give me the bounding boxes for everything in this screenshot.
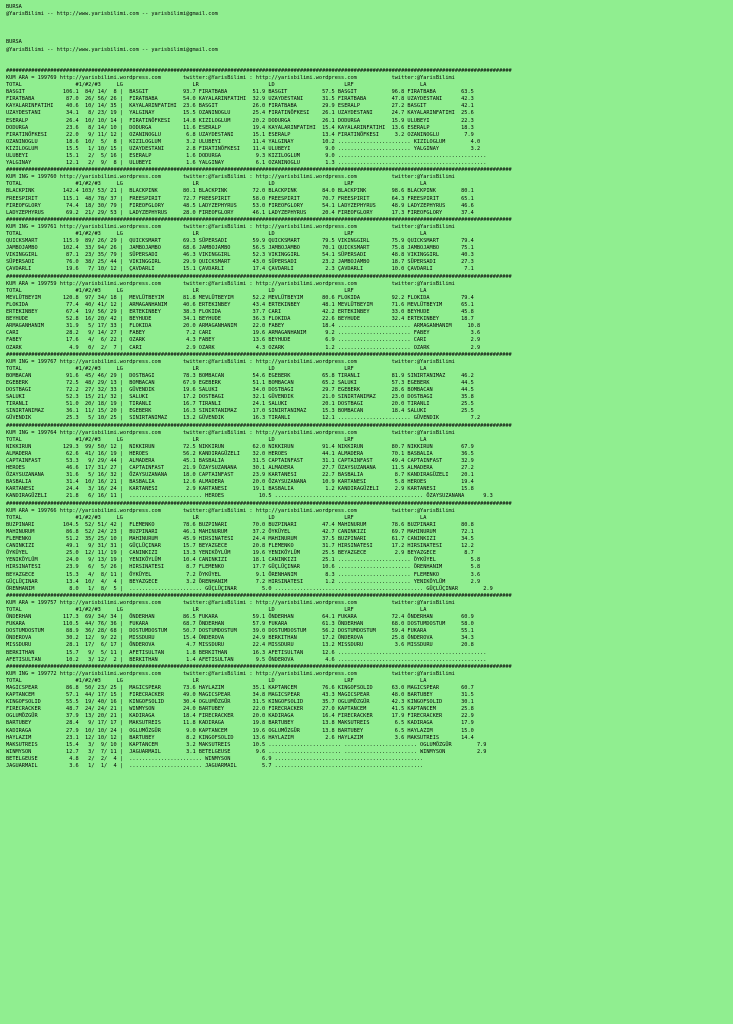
report-line: ÖNDEROVA 30.2 12/ 9/ 22 | MISSDURU 15.4 ÖNDEROVA 24.9 BERKITHAN 17.2 ÖNDEROVA 25.8 ÖNDEROVA 34.3 [6, 635, 474, 642]
report-line: BEYAZGECE 15.3 4/ 8/ 11 | ÖYKÜYEL 7.2 ÖYKÜYEL 9.1 ÖRENHANIM 8.3 ....................... FLEMENKO 3.6 [6, 571, 481, 578]
report-line: ARMAGANHANIM 31.9 5/ 17/ 33 | FLOKIDA 20.0 ARMAGANHANIM 22.0 FABEY 18.4 ....................... ARMAGANHANIM 10.8 [6, 323, 481, 330]
report-line: KINGOFSOLID 55.5 19/ 40/ 16 | KINGOFSOLID 30.4 OGLUMÖZGÜR 31.5 KINGOFSOLID 35.7 OGLUMÖZGÜR 42.3 KINGOFSOLID 30.1 [6, 699, 474, 706]
report-line: EGEBERK 72.5 48/ 29/ 13 | BOMBACAN 67.9 EGEBERK 51.1 BOMBACAN 65.2 SALUKI 57.3 EGEBERK 44.5 [6, 379, 474, 386]
report-line: DODURGA 23.6 8/ 14/ 10 | DODURGA 11.6 ESERALP 19.4 KAYALARINFATIHI 15.4 KAYALARINFATIHI 13.6 ESERALP 18.3 [6, 124, 474, 131]
report-line: DOSTUMDOSTUM 88.9 36/ 28/ 68 | DOSTUMDOSTUM 50.7 DOSTUMDOSTUM 39.0 DOSTUMDOSTUM 56.2 DOSTUMDOSTUM 59.4 FUKARA 55.1 [6, 628, 474, 635]
report-line: YALGINAY 12.1 2/ 9/ 8 | ULUBEYI 1.6 YALGINAY 6.1 OZANINOGLU 1.3 ............................................... [6, 160, 487, 167]
report-line: OZANINOGLU 18.6 10/ 5/ 8 | KIZILOGLUM 3.2 ULUBEYI 11.4 YALGINAY 10.2 ....................... KIZILOGLUM 4.0 [6, 138, 481, 145]
report-line: FIRATINÖFKESI 22.0 9/ 11/ 12 | OZANINOGLU 6.8 UZAYDESTANI 15.1 ESERALP 13.4 FIRATINÖFKESI 3.2 OZANINOGLU 7.9 [6, 131, 474, 138]
report-line: HAYLAZIM 23.1 12/ 10/ 12 | BARTUBEY 8.2 KINGOFSOLID 13.6 HAYLAZIM 2.6 HAYLAZIM 3.6 MAKSUTREIS 14.4 [6, 734, 474, 741]
report-line: CANINKIZI 49.1 9/ 31/ 31 | GÜÇLÜÇINAR 15.7 BEYAZGECE 20.8 FLEMENKO 31.7 HIRSINATESI 17.2 HIRSINATESI 12.2 [6, 543, 474, 550]
report-line: BURSA [6, 39, 22, 46]
report-line: MAHINURUM 86.8 52/ 24/ 23 | BUZPINARI 46.1 MAHINURUM 37.2 ÖYKÜYEL 42.7 CANINKIZI 69.7 MAHINURUM 72.1 [6, 528, 474, 535]
report-line: QUICKSMART 115.9 89/ 26/ 29 | QUICKSMART 69.3 SÜPERSADI 59.9 QUICKSMART 79.5 VIKINGGIRL 75.9 QUICKSMART 79.4 [6, 238, 474, 245]
report-line: BERKITHAN 15.7 9/ 5/ 11 | AFETISULTAN 1.8 BERKITHAN 16.3 AFETISULTAN 12.6 ............................................... [6, 649, 487, 656]
report-line: ÖYKÜYEL 25.0 12/ 11/ 19 | CANINKIZI 13.3 YENIKÖYLÜM 19.6 YENIKÖYLÜM 25.5 BEYAZGECE 2.9 BEYAZGECE 8.7 [6, 550, 474, 557]
report-line: KUM ING = 199760 http://yarisbilimi.wordpress.com twitter:@YarisBilimi : http://yarisbilimi.wordpress.com twitter:@YarisBilimi [6, 174, 455, 181]
report-line: TOTAL #1/#2/#3 LG LR LD LRF LA [6, 436, 427, 443]
report-line [6, 54, 733, 61]
report-line: KANDIRAGÜZELI 21.8 6/ 16/ 11 | ....................... HEROES 10.5 ....................... ....................... ÖZAYSUZANANA 9.3 [6, 493, 493, 500]
report-line: UZAYDESTANI 34.1 8/ 23/ 19 | YALGINAY 15.5 OZANINOGLU 25.4 FIRATINÖFKESI 26.1 UZAYDESTANI 24.7 KAYALARINFATIHI 25.6 [6, 110, 474, 117]
report-line: JAMBOJAMBO 102.4 33/ 94/ 26 | JAMBOJAMBO 68.6 JAMBOJAMBO 56.5 JAMBOJAMBO 70.1 QUICKSMART 75.8 JAMBOJAMBO 75.1 [6, 245, 474, 252]
report-line: ÖZAYSUZANANA 31.6 5/ 16/ 32 | ÖZAYSUZANANA 18.0 CAPTAINFAST 23.9 KARTANESI 22.7 BASBALIA 8.7 KANDIRAGÜZELI 20.1 [6, 472, 474, 479]
report-line: BARTUBEY 28.4 9/ 17/ 17 | MAKSUTREIS 11.8 KADIRAGA 19.8 BARTUBEY 13.8 MAKSUTREIS 6.5 KADIRAGA 17.9 [6, 720, 474, 727]
report-line: ################################################################################################################################################################ [6, 422, 512, 429]
report-line: DOSTBAGI 72.2 27/ 32/ 33 | GÜVENDIK 19.6 SALUKI 34.0 DOSTBAGI 29.7 EGEBERK 28.6 BOMBACAN 44.5 [6, 387, 474, 394]
report-line: SÜPERSADI 76.0 38/ 25/ 44 | VIKINGGIRL 29.9 QUICKSMART 43.0 SÜPERSADI 23.2 JAMBOJAMBO 18.7 SÜPERSADI 27.3 [6, 259, 474, 266]
report-line: MEVLÜTBEYIM 120.8 97/ 34/ 18 | MEVLÜTBEYIM 81.8 MEVLÜTBEYIM 52.2 MEVLÜTBEYIM 80.6 FLOKIDA 92.2 FLOKIDA 79.4 [6, 294, 474, 301]
report-line: SINIRTANIMAZ 36.1 11/ 15/ 20 | EGEBERK 16.3 SINIRTANIMAZ 17.0 SINIRTANIMAZ 15.3 BOMBACAN 18.4 SALUKI 25.5 [6, 408, 474, 415]
report-line: BOMBACAN 91.6 45/ 46/ 29 | DOSTBAGI 78.3 BOMBACAN 54.6 EGEBERK 65.8 TIRANLI 81.9 SINIRTANIMAZ 46.2 [6, 372, 474, 379]
report-line: BLACKPINK 142.4 103/ 53/ 21 | BLACKPINK 80.1 BLACKPINK 72.0 BLACKPINK 84.0 BLACKPINK 98.6 BLACKPINK 80.1 [6, 188, 474, 195]
report-line: BASGIT 106.1 84/ 14/ 8 | BASGIT 93.7 FIRATBABA 51.9 BASGIT 57.5 BASGIT 96.8 FIRATBABA 63.5 [6, 89, 474, 96]
report-line: ALMADERA 62.6 41/ 16/ 19 | HEROES 56.2 KANDIRAGÜZELI 32.0 HEROES 44.1 ALMADERA 70.1 BASBALIA 36.5 [6, 450, 474, 457]
report-line: ################################################################################################################################################################ [6, 500, 512, 507]
report-line: KUM ING = 199772 http://yarisbilimi.wordpress.com twitter:@YarisBilimi : http://yarisbilimi.wordpress.com twitter:@YarisBilimi [6, 670, 455, 677]
report-line: MAGICSPEAR 86.8 50/ 23/ 25 | MAGICSPEAR 73.6 HAYLAZIM 35.1 KAPTANCEM 76.6 KINGOFSOLID 63.0 MAGICSPEAR 60.7 [6, 685, 474, 691]
report-line: SALUKI 52.3 15/ 21/ 32 | SALUKI 17.2 DOSTBAGI 32.1 GÜVENDIK 21.0 SINIRTANIMAZ 23.0 DOSTBAGI 35.8 [6, 394, 474, 401]
report-line: MAKSUTREIS 15.4 3/ 9/ 10 | KAPTANCEM 3.2 MAKSUTREIS 10.5 ....................... ....................... OGLUMÖZGÜR 7.9 [6, 741, 487, 748]
report-line: BURSA [6, 4, 22, 10]
report-line: TOTAL #1/#2/#3 LG LR LD LRF LA [6, 677, 427, 684]
report-line: GÜÇLÜÇINAR 13.4 10/ 4/ 4 | BEYAZGECE 3.2 ÖRENHANIM 7.2 HIRSINATESI 1.2 ....................... YENIKÖYLÜM 2.9 [6, 578, 481, 585]
report-line: TOTAL #1/#2/#3 LG LR LD LRF LA [6, 82, 427, 89]
report-line: FIREOFGLORY 74.4 18/ 30/ 79 | FIREOFGLORY 48.5 LADYZEPHYRUS 53.0 FIREOFGLORY 54.1 LADYZEPHYRUS 48.9 LADYZEPHYRUS 46.6 [6, 202, 474, 209]
report-line: BETELGEUSE 4.8 2/ 2/ 4 | ....................... WINMYSON 6.9 ............................................... [6, 755, 424, 762]
report-line: ÖRENHANIM 8.0 1/ 8/ 5 | ....................... GÜÇLÜÇINAR 5.0 ....................... ....................... GÜÇLÜÇINAR 2.9 [6, 585, 493, 592]
report-line: ################################################################################################################################################################ [6, 592, 512, 599]
report-line: KAYALARINFATIHI 40.6 10/ 14/ 35 | KAYALARINFATIHI 23.6 BASGIT 26.0 FIRATBABA 29.9 ESERALP 27.2 BASGIT 42.1 [6, 103, 474, 110]
report-line: KADIRAGA 27.9 10/ 10/ 24 | OGLUMÖZGÜR 9.0 KAPTANCEM 19.6 OGLUMÖZGÜR 13.8 BARTUBEY 6.5 HAYLAZIM 15.0 [6, 727, 474, 734]
report-line: YENIKÖYLÜM 24.0 9/ 13/ 19 | YENIKÖYLÜM 10.4 CANINKIZI 18.1 CANINKIZI 25.1 ....................... ÖYKÜYEL 5.8 [6, 557, 481, 564]
report-line: KUM ARA = 199757 http://yarisbilimi.wordpress.com twitter:@YarisBilimi : http://yarisbilimi.wordpress.com twitter:@YarisBilimi [6, 599, 455, 606]
report-line: KIZILOGLUM 15.5 1/ 10/ 15 | UZAYDESTANI 2.8 FIRATINÖFKESI 11.4 ULUBEYI 9.0 ....................... YALGINAY 3.2 [6, 145, 481, 152]
report-line: KUM ARA = 199766 http://yarisbilimi.wordpress.com twitter:@YarisBilimi : http://yarisbilimi.wordpress.com twitter:@YarisBilimi [6, 507, 455, 514]
report-line: KUM ARA = 199769 http://yarisbilimi.wordpress.com twitter:@YarisBilimi : http://yarisbilimi.wordpress.com twitter:@YarisBilimi [6, 74, 455, 81]
report-line: FREESPIRIT 115.1 48/ 78/ 37 | FREESPIRIT 72.7 FREESPIRIT 58.0 FREESPIRIT 70.7 FREESPIRIT 64.3 FREESPIRIT 65.1 [6, 195, 474, 202]
report-line: FIRATBABA 87.0 26/ 56/ 26 | FIRATBABA 54.0 KAYALARINFATIHI 32.9 UZAYDESTANI 31.5 FIRATBABA 47.8 UZAYDESTANI 42.3 [6, 96, 474, 103]
report-line: BUZPINARI 104.5 52/ 51/ 42 | FLEMENKO 78.6 BUZPINARI 70.0 BUZPINARI 47.4 MAHINURUM 78.6 BUZPINARI 80.8 [6, 521, 474, 528]
report-line: WINMYSON 12.7 3/ 7/ 11 | JAGUARMAIL 3.1 BETELGEUSE 9.6 ....................... ....................... WINMYSON 2.9 [6, 748, 487, 755]
report-line: FLOKIDA 77.4 40/ 41/ 12 | ARMAGANHANIM 40.6 ERTEKINBEY 43.4 ERTEKINBEY 48.1 MEVLÜTBEYIM 71.6 MEVLÜTBEYIM 65.1 [6, 301, 474, 308]
report-line: HEROES 46.6 17/ 31/ 27 | CAPTAINFAST 21.9 ÖZAYSUZANANA 30.1 ALMADERA 27.7 ÖZAYSUZANANA 11.5 ALMADERA 27.2 [6, 465, 474, 472]
report-line: ################################################################################################################################################################ [6, 351, 512, 358]
report-line: KUM ING = 199764 http://yarisbilimi.wordpress.com twitter:@YarisBilimi : http://yarisbilimi.wordpress.com twitter:@YarisBilimi [6, 429, 455, 436]
report-line: KUM ING = 199761 http://yarisbilimi.wordpress.com twitter:@YarisBilimi : http://yarisbilimi.wordpress.com twitter:@YarisBilimi [6, 223, 455, 230]
report-line: AFETISULTAN 10.2 3/ 12/ 2 | BERKITHAN 1.4 AFETISULTAN 9.5 ÖNDEROVA 4.6 ............................................... [6, 656, 487, 663]
report-line: ################################################################################################################################################################ [6, 216, 512, 223]
report-line: HIRSINATESI 23.9 6/ 5/ 26 | HIRSINATESI 8.7 FLEMENKO 17.7 GÜÇLÜÇINAR 10.6 ....................... ÖRENHANIM 5.8 [6, 564, 481, 571]
report-line [6, 32, 733, 39]
report-line: @YarisBilimi -- http://www.yarisbilimi.com -- yarisbilimi@gmail.com [6, 46, 218, 53]
report-line: ################################################################################################################################################################ [6, 67, 512, 74]
report-line: TOTAL #1/#2/#3 LG LR LD LRF LA [6, 365, 427, 372]
report-line: KAPTANCEM 57.1 44/ 17/ 15 | FIRECRACKER 49.0 MAGICSPEAR 34.8 MAGICSPEAR 43.3 MAGICSPEAR 48.0 BARTUBEY 31.5 [6, 692, 474, 699]
report-line: ÖNDERHAN 117.3 69/ 34/ 34 | ÖNDERHAN 86.5 FUKARA 59.1 ÖNDERHAN 64.1 FUKARA 72.4 ÖNDERHAN 60.9 [6, 614, 474, 621]
report-line: ÇAVDARLI 19.6 7/ 10/ 12 | ÇAVDARLI 15.1 ÇAVDARLI 17.4 ÇAVDARLI 2.3 ÇAVDARLI 10.0 ÇAVDARLI 7.1 [6, 266, 474, 273]
report-line: KUM ING = 199767 http://yarisbilimi.wordpress.com twitter:@YarisBilimi : http://yarisbilimi.wordpress.com twitter:@YarisBilimi [6, 358, 455, 365]
report-line: LADYZEPHYRUS 69.2 21/ 29/ 53 | LADYZEPHYRUS 28.0 FIREOFGLORY 46.1 LADYZEPHYRUS 20.4 FIREOFGLORY 17.3 FIREOFGLORY 37.4 [6, 209, 474, 216]
report-line [6, 61, 733, 68]
report-line: ERTEKINBEY 67.4 19/ 56/ 29 | ERTEKINBEY 38.3 FLOKIDA 37.7 CARI 42.2 ERTEKINBEY 33.0 BEYHUDE 45.8 [6, 309, 474, 316]
report-line: ################################################################################################################################################################ [6, 663, 512, 670]
report-line: VIKINGGIRL 87.1 23/ 35/ 79 | SÜPERSADI 46.3 VIKINGGIRL 52.3 VIKINGGIRL 54.1 SÜPERSADI 48.8 VIKINGGIRL 40.3 [6, 252, 474, 259]
report-line: TOTAL #1/#2/#3 LG LR LD LRF LA [6, 606, 427, 613]
report-line: FIRECRACKER 48.7 24/ 24/ 21 | WINMYSON 24.0 BARTUBEY 22.0 FIRECRACKER 27.0 KAPTANCEM 41.5 KAPTANCEM 25.8 [6, 706, 474, 713]
report-line [6, 25, 733, 32]
report-line: KARTANESI 24.4 3/ 16/ 24 | KARTANESI 2.9 KARTANESI 19.1 BASBALIA 1.2 KANDIRAGÜZELI 2.9 KARTANESI 15.8 [6, 486, 474, 493]
report-line: FUKARA 110.5 44/ 76/ 36 | FUKARA 68.7 ÖNDERHAN 57.9 FUKARA 61.3 ÖNDERHAN 68.0 DOSTUMDOSTUM 58.0 [6, 621, 474, 628]
report-line: OGLUMÖZGÜR 37.9 13/ 20/ 21 | KADIRAGA 18.4 FIRECRACKER 20.0 KADIRAGA 16.4 FIRECRACKER 17.9 FIRECRACKER 22.9 [6, 713, 474, 720]
report-line: BASBALIA 31.4 10/ 16/ 21 | BASBALIA 12.6 ALMADERA 20.0 ÖZAYSUZANANA 10.9 KARTANESI 5.8 HEROES 19.4 [6, 479, 474, 486]
report-line: NIKKIRUN 129.3 99/ 50/ 12 | NIKKIRUN 72.5 NIKKIRUN 62.0 NIKKIRUN 91.4 NIKKIRUN 80.7 NIKKIRUN 67.9 [6, 443, 474, 450]
report-line: JAGUARMAIL 3.6 1/ 1/ 4 | ....................... JAGUARMAIL 5.7 ............................................... [6, 763, 424, 770]
report-line: GÜVENDIK 25.3 5/ 10/ 25 | SINIRTANIMAZ 13.2 GÜVENDIK 16.3 TIRANLI 12.1 ....................... GÜVENDIK 7.2 [6, 415, 481, 422]
report-line: ################################################################################################################################################################ [6, 167, 512, 174]
report-line: ESERALP 26.4 10/ 10/ 14 | FIRATINÖFKESI 14.8 KIZILOGLUM 20.2 DODURGA 26.1 DODURGA 15.9 ULUBEYI 22.3 [6, 117, 474, 124]
report-line: FLEMENKO 51.2 35/ 25/ 10 | MAHINURUM 45.9 HIRSINATESI 24.4 MAHINURUM 37.5 BUZPINARI 61.7 CANINKIZI 34.5 [6, 536, 474, 543]
report-line: TIRANLI 51.0 20/ 18/ 19 | TIRANLI 16.7 TIRANLI 24.1 SALUKI 20.1 DOSTBAGI 20.0 TIRANLI 25.5 [6, 401, 474, 408]
report-line: @YarisBilimi -- http://www.yarisbilimi.com -- yarisbilimi@gmail.com [6, 11, 218, 18]
report-line: CARI 28.2 9/ 14/ 27 | FABEY 7.2 CARI 19.6 ARMAGANHANIM 9.2 ....................... FABEY 3.6 [6, 330, 481, 337]
report-line [6, 18, 733, 25]
report-line: BEYHUDE 52.8 16/ 20/ 42 | BEYHUDE 34.1 BEYHUDE 36.3 FLOKIDA 22.6 BEYHUDE 32.4 ERTEKINBEY 18.7 [6, 316, 474, 323]
report-line: TOTAL #1/#2/#3 LG LR LD LRF LA [6, 514, 427, 521]
report-line: OZARK 4.9 0/ 2/ 7 | CARI 2.9 OZARK 4.3 OZARK 1.2 ....................... OZARK 2.9 [6, 344, 481, 351]
report-line: ULUBEYI 15.1 2/ 5/ 16 | ESERALP 1.6 DODURGA 9.3 KIZILOGLUM 9.0 ............................................... [6, 152, 487, 159]
report-line: KUM ARA = 199759 http://yarisbilimi.wordpress.com twitter:@YarisBilimi : http://yarisbilimi.wordpress.com twitter:@YarisBilimi [6, 280, 455, 287]
report-line: FABEY 17.6 4/ 6/ 22 | OZARK 4.3 FABEY 13.6 BEYHUDE 6.9 ....................... CARI 2.9 [6, 337, 481, 344]
report-line: TOTAL #1/#2/#3 LG LR LD LRF LA [6, 231, 427, 237]
report-line: ################################################################################################################################################################ [6, 273, 512, 280]
report-line: CAPTAINFAST 53.3 9/ 29/ 44 | ALMADERA 45.1 BASBALIA 31.5 CAPTAINFAST 31.1 CAPTAINFAST 49.4 CAPTAINFAST 32.9 [6, 458, 474, 464]
report-line: TOTAL #1/#2/#3 LG LR LD LRF LA [6, 181, 427, 188]
report-line: TOTAL #1/#2/#3 LG LR LD LRF LA [6, 287, 427, 294]
report-line: MISSDURU 28.1 17/ 6/ 17 | ÖNDEROVA 4.7 MISSDURU 22.4 MISSDURU 13.2 MISSDURU 3.6 MISSDURU 20.8 [6, 642, 474, 649]
